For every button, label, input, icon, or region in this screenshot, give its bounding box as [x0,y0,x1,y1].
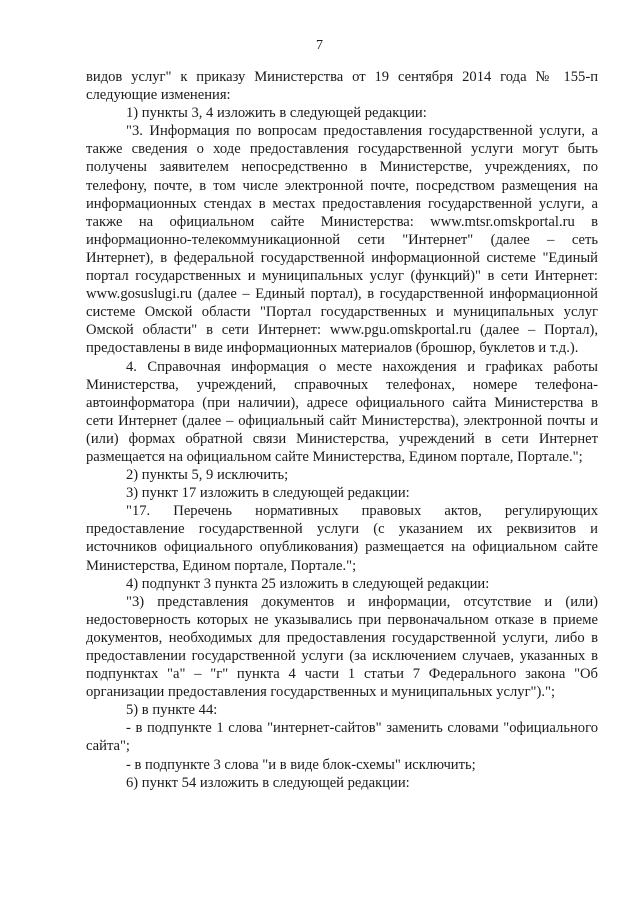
paragraph-item-2: 2) пункты 5, 9 исключить; [126,467,289,484]
document-body [86,68,598,792]
paragraph-clause-17: "17. Перечень нормативных правовых актов, регулирующих предоставление государственной услуги (с указанием их реквизитов и источников официального опубликования) размещается на официальном сайте Министерства, Едином портале, Портале."; [86,503,598,574]
paragraph-clause-3: "3. Информация по вопросам предоставления государственной услуги, а также сведения о ходе предоставления государственной услуги могут быть получены заявителем непосредственно в Министерстве, учреждениях, по телефону, почте, в том числе электронной почте, посредством размещения на информационных стендах в местах предоставления государственной услуги, а также на официальном сайте Министерства: www.mtsr.omskportal.ru в информационно-телекоммуникационной сети "Интернет" (далее – сеть Интернет), в федеральной государственной информационной системе "Единый портал государственных и муниципальных услуг (функций)" в сети Интернет: www.gosuslugi.ru (далее – Единый портал), в государственной информационной системе Омской области "Портал государственных и муниципальных услуг Омской области" в сети Интернет: www.pgu.omskportal.ru (далее – Портал), предоставлены в виде информационных материалов (брошюр, буклетов и т.д.). [86,123,598,357]
paragraph-item-1: 1) пункты 3, 4 изложить в следующей редакции: [126,105,427,122]
paragraph-item-4: 4) подпункт 3 пункта 25 изложить в следующей редакции: [126,575,490,592]
paragraph-subclause-3: "3) представления документов и информации, отсутствие и (или) недостоверность которых не указывались при первоначальном отказе в приеме документов, необходимых для предоставления государственной услуги, либо в предоставлении государственной услуги (за исключением случаев, указанных в подпунктах "а" – "г" пункта 4 части 1 статьи 7 Федерального закона "Об организации предоставления государственных и муниципальных услуг")."; [86,593,598,701]
paragraph-item-5-dash-1: - в подпункте 1 слова "интернет-сайтов" заменить словами "официального сайта"; [86,720,598,755]
paragraph-intro: видов услуг" к приказу Министерства от 19 сентября 2014 года № 155-п следующие изменения: [86,69,598,104]
paragraph-clause-4: 4. Справочная информация о месте нахождения и графиках работы Министерства, учреждений, справочных телефонах, номере телефона-автоинформатора (при наличии), адресе официального сайта Министерства в сети Интернет (далее – официальный сайт Министерства), электронной почты и (или) формах обратной связи Министерства, учреждений в сети Интернет размещается на официальном сайте Министерства, Едином портале, Портале."; [86,358,598,465]
paragraph-item-3: 3) пункт 17 изложить в следующей редакции: [126,485,410,502]
paragraph-item-6: 6) пункт 54 изложить в следующей редакции: [126,774,410,791]
paragraph-item-5: 5) в пункте 44: [126,702,218,719]
paragraph-item-5-dash-2: - в подпункте 3 слова "и в виде блок-схемы" исключить; [126,756,476,773]
page-number: 7 [316,38,323,53]
